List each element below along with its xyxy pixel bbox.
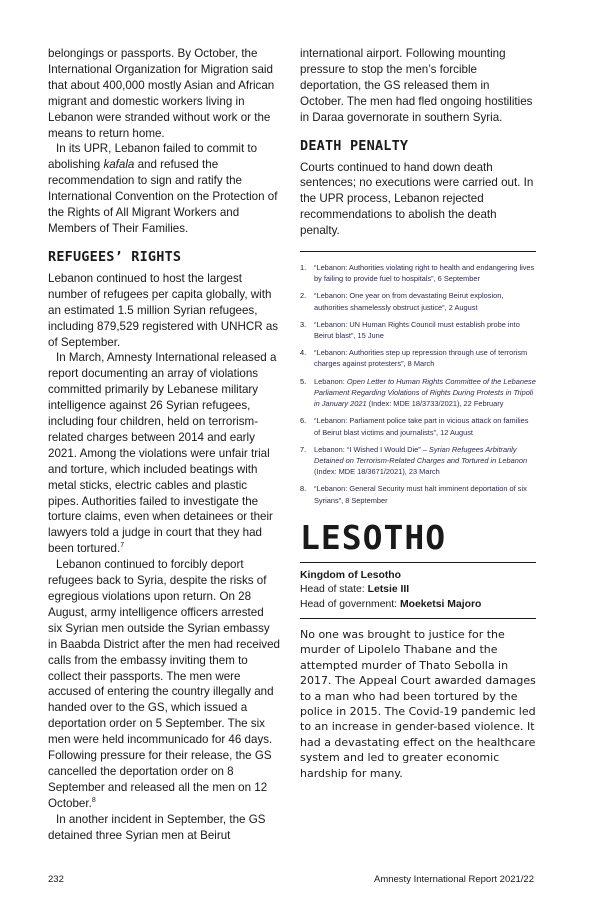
text-span: and refused the recommendation to sign and ratify the International Convention on the Protection of the Rights of All Migrant Workers and Members of Their Families. xyxy=(48,158,278,235)
country-title: LESOTHO xyxy=(300,517,447,557)
endnote-text: (Index: MDE 18/3733/2021), 22 February xyxy=(366,399,504,409)
text-span: In its UPR, Lebanon failed to commit to abolishing xyxy=(48,142,258,172)
footnote-ref-7[interactable]: 7 xyxy=(120,542,125,550)
paragraph-kafala xyxy=(48,141,280,236)
country-divider xyxy=(300,562,536,563)
paragraph-migrants: belongings or passports. By October, the International Organization for Migration said that about 400,000 mostly Asian and African migrant and domestic workers living in Lebanon were stranded without work or the means to return home. xyxy=(48,47,275,140)
endnote-number: 7. xyxy=(300,444,307,454)
endnote-number: 5. xyxy=(300,376,307,386)
endnote-text: Lebanon: “I Wished I Would Die” – xyxy=(314,444,429,454)
endnote-1[interactable] xyxy=(300,262,536,284)
death-penalty-heading: DEATH PENALTY xyxy=(300,137,409,154)
paragraph-airport: In another incident in September, the GS detained three Syrian men at Beirut xyxy=(48,812,266,842)
paragraph-refugee-host: Lebanon continued to host the largest number of refugees per capita globally, with an estimated 1.5 million Syrian refugees, including 879,529 registered with UNHCR as of September. xyxy=(48,271,279,349)
endnotes-list xyxy=(300,262,536,506)
text-span: Lebanon continued to forcibly deport refugees back to Syria, despite the risks of egregious violations upon return. On 28 August, army intelligence officers arrested six Syrian men outside the Syrian embassy in Baabda District after the men had received calls from the embassy inviting them to collect their passports. The men were accused of entering the country illegally and handed over to the GS, which issued a deportation order on 5 September. The six men were held incommunicado for 46 days. Following pressure for their release, the GS cancelled the deportation order on 8 September and released all the men on 12 October. xyxy=(48,558,280,810)
endnote-text: “Lebanon: Parliament police take part in vicious attack on families of Beirut blast victims and journalists”, 12 August xyxy=(314,416,529,437)
head-of-state xyxy=(300,583,536,597)
right-column xyxy=(300,46,536,781)
endnote-title: Open Letter to Human Rights Committee of the Lebanese Parliament Regarding Violations of Rights During Protests in Tripoli in January 2021 xyxy=(314,376,536,409)
paragraph-death-penalty: Courts continued to hand down death sentences; no executions were carried out. In the UPR process, Lebanon rejected recommendations to abolish the death penalty. xyxy=(300,160,534,238)
endnote-number: 1. xyxy=(300,263,307,273)
endnote-text: “Lebanon: One year on from devastating Beirut explosion, authorities shamelessly obstruct justice”, 2 August xyxy=(314,291,504,312)
paragraph-airport-cont: international airport. Following mounting pressure to stop the men’s forcible deportation, the GS released them in October. The men had fled ongoing hostilities in Daraa governorate in southern Syria. xyxy=(300,47,533,124)
endnote-number: 4. xyxy=(300,348,307,358)
left-column xyxy=(48,46,280,844)
endnote-5[interactable] xyxy=(300,376,536,410)
endnote-2[interactable] xyxy=(300,290,536,312)
publication-title: Amnesty International Report 2021/22 xyxy=(373,874,534,885)
footnote-ref-8[interactable]: 8 xyxy=(91,796,96,804)
official-name-text: Kingdom of Lesotho xyxy=(300,569,402,581)
refugees-rights-heading: REFUGEES’ RIGHTS xyxy=(48,248,182,265)
endnote-6[interactable] xyxy=(300,415,536,437)
paragraph-amnesty-report xyxy=(48,350,280,557)
notes-divider xyxy=(300,251,536,252)
endnote-text: “Lebanon: UN Human Rights Council must establish probe into Beirut blast”, 15 June xyxy=(314,319,520,341)
head-of-state-value: Letsie III xyxy=(367,584,410,596)
head-of-gov-value: Moeketsi Majoro xyxy=(399,598,482,610)
paragraph-deportation xyxy=(48,557,280,812)
head-of-state-label: Head of state: xyxy=(300,584,368,596)
official-name xyxy=(300,569,536,583)
endnote-text: “Lebanon: Authorities violating right to health and endangering lives by failing to provide fuel to hospitals”, 6 September xyxy=(314,263,535,284)
endnote-text: “Lebanon: Authorities step up repression through use of terrorism charges against protesters”, 8 March xyxy=(314,348,528,369)
lesotho-summary: No one was brought to justice for the murder of Lipolelo Thabane and the attempted murder of Thato Sebolla in 2017. The Appeal Court awarded damages to a man who had been tortured by the police in 2015. The Covid-19 pandemic led to an increase in gender-based violence. It had a devastating effect on the healthcare system and led to greater economic hardship for many. xyxy=(300,627,536,780)
endnote-7[interactable] xyxy=(300,444,536,478)
endnote-number: 3. xyxy=(300,319,307,329)
summary-divider xyxy=(300,618,536,619)
endnote-text: (Index: MDE 18/3671/2021), 23 March xyxy=(314,467,440,477)
endnote-text: Lebanon: xyxy=(314,376,347,386)
page-number: 232 xyxy=(48,874,64,885)
text-span: In March, Amnesty International released a report documenting an array of violations committed primarily by Lebanese military intelligence against 26 Syrian refugees, including four children, held on terrorism-related charges between 2014 and early 2021. Among the violations were unfair trial and torture, which included beatings with metal sticks, electric cables and plastic pipes. Authorities failed to investigate the torture claims, even when detainees or their lawyers told a judge in court that they had been tortured. xyxy=(48,351,277,556)
endnote-number: 8. xyxy=(300,484,307,494)
endnote-3[interactable] xyxy=(300,319,536,341)
kafala-term: kafala xyxy=(103,158,135,172)
endnote-title: Syrian Refugees Arbitrarily Detained on Terrorism-Related Charges and Tortured in Lebanon xyxy=(314,444,528,465)
endnote-number: 2. xyxy=(300,291,307,301)
head-of-government xyxy=(300,598,536,612)
endnote-number: 6. xyxy=(300,416,307,426)
head-of-gov-label: Head of government: xyxy=(300,598,400,610)
endnote-4[interactable] xyxy=(300,347,536,369)
endnote-text: “Lebanon: General Security must halt imminent deportation of six Syrians”, 8 September xyxy=(314,484,527,505)
endnote-8[interactable] xyxy=(300,483,536,505)
